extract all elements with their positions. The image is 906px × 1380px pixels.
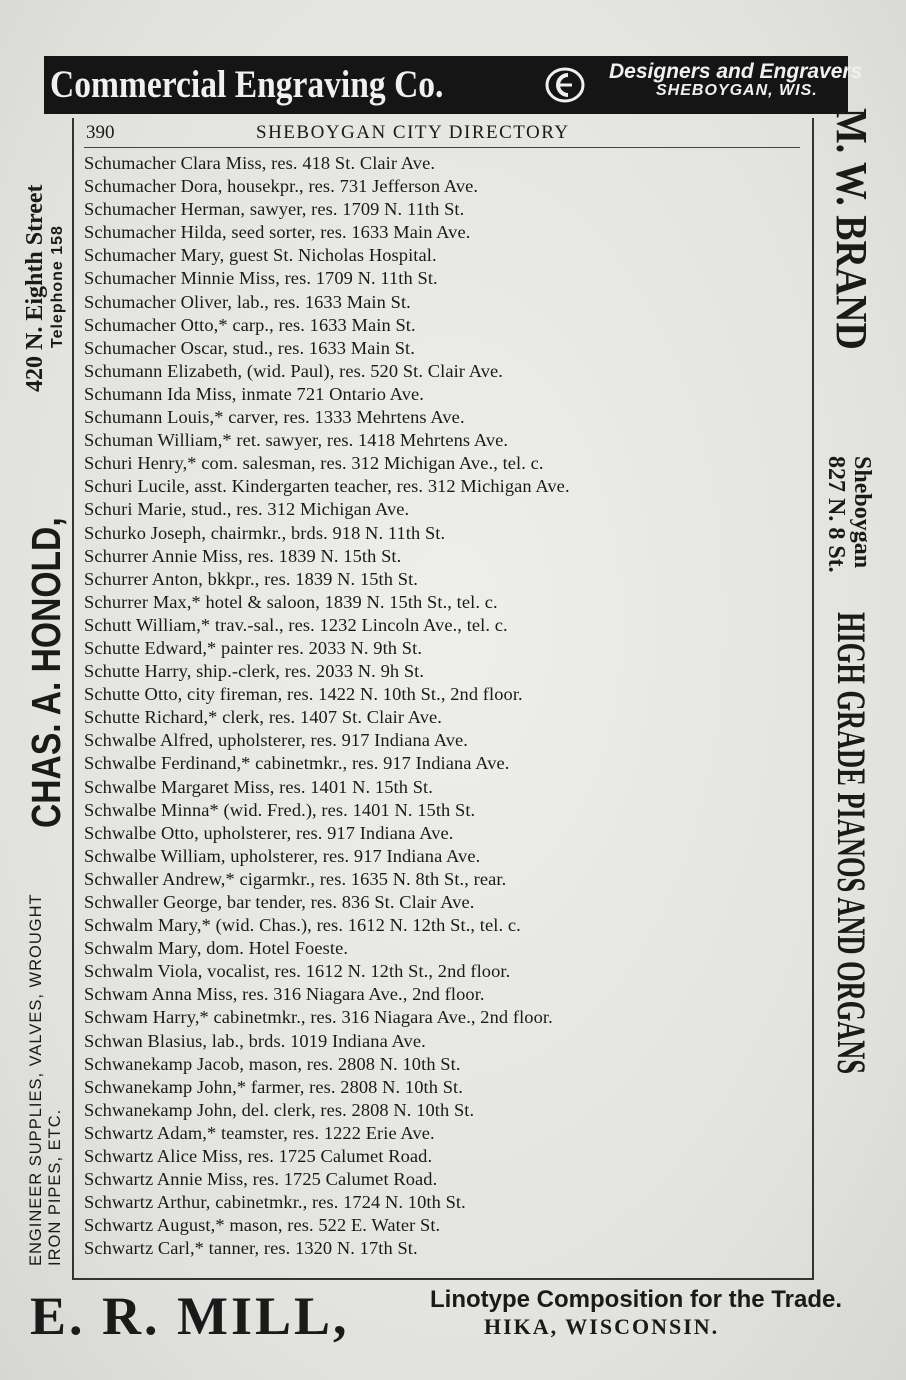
list-item: Schumacher Minnie Miss, res. 1709 N. 11th St. — [84, 268, 438, 289]
list-item: Schumacher Oscar, stud., res. 1633 Main St. — [84, 337, 415, 358]
list-item: Schwalbe Otto, upholsterer, res. 917 Indiana Ave. — [84, 822, 454, 843]
list-item: Schwanekamp John,* farmer, res. 2808 N. 10th St. — [84, 1076, 463, 1097]
bottom-ad-business-name: E. R. MILL, — [30, 1286, 350, 1346]
list-item: Schwartz Adam,* teamster, res. 1222 Erie Ave. — [84, 1122, 435, 1143]
list-item: Schwalm Mary,* (wid. Chas.), res. 1612 N. 12th St., tel. c. — [84, 915, 521, 936]
list-item: Schumacher Clara Miss, res. 418 St. Clair Ave. — [84, 153, 436, 173]
list-item: Schutt William,* trav.-sal., res. 1232 Lincoln Ave., tel. c. — [84, 614, 508, 635]
list-item: Schumacher Hilda, seed sorter, res. 1633 Main Ave. — [84, 222, 471, 243]
list-item: Schuri Lucile, asst. Kindergarten teacher, res. 312 Michigan Ave. — [84, 476, 570, 497]
list-item: Schwartz Carl,* tanner, res. 1320 N. 17th St. — [84, 1238, 418, 1259]
list-item: Schwanekamp John, del. clerk, res. 2808 N. 10th St. — [84, 1099, 475, 1120]
bottom-ad-service-line: Linotype Composition for the Trade. — [430, 1286, 843, 1313]
banner-location: SHEBOYGAN, WIS. — [656, 82, 818, 99]
banner-company-name: Commercial Engraving Co. — [50, 63, 444, 106]
list-item: Schurko Joseph, chairmkr., brds. 918 N. 11th St. — [84, 522, 446, 543]
list-item: Schuman William,* ret. sawyer, res. 1418 Mehrtens Ave. — [84, 430, 509, 451]
list-item: Schumacher Otto,* carp., res. 1633 Main St. — [84, 314, 416, 335]
right-ad-slogan: HIGH GRADE PIANOS AND ORGANS — [829, 612, 874, 1075]
list-item: Schutte Harry, ship.-clerk, res. 2033 N. 9h St. — [84, 661, 425, 682]
list-item: Schwartz Alice Miss, res. 1725 Calumet Road. — [84, 1146, 433, 1167]
list-item: Schumann Ida Miss, inmate 721 Ontario Ave. — [84, 383, 424, 404]
list-item: Schwalbe William, upholsterer, res. 917 Indiana Ave. — [84, 845, 481, 866]
left-ad-supplies-line: ENGINEER SUPPLIES, VALVES, WROUGHT — [27, 893, 45, 1266]
right-vertical-advertisement — [814, 108, 880, 1278]
list-item: Schurrer Annie Miss, res. 1839 N. 15th St. — [84, 545, 402, 566]
list-item: Schuri Henry,* com. salesman, res. 312 Michigan Ave., tel. c. — [84, 453, 544, 474]
list-item: Schuri Marie, stud., res. 312 Michigan Ave. — [84, 499, 410, 520]
list-item: Schwaller Andrew,* cigarmkr., res. 1635 N. 8th St., rear. — [84, 868, 507, 889]
list-item: Schutte Edward,* painter res. 2033 N. 9th St. — [84, 637, 423, 658]
list-item: Schurrer Anton, bkkpr., res. 1839 N. 15th St. — [84, 568, 418, 589]
right-ad-city: Sheboygan — [849, 456, 875, 569]
left-ad-telephone: Telephone 158 — [49, 225, 66, 348]
left-ad-business-name: CHAS. A. HONOLD, — [23, 517, 69, 828]
list-item: Schwan Blasius, lab., brds. 1019 Indiana Ave. — [84, 1030, 426, 1051]
top-advertisement-banner — [44, 56, 863, 114]
list-item: Schumann Louis,* carver, res. 1333 Mehrtens Ave. — [84, 407, 465, 428]
list-item: Schwalm Mary, dom. Hotel Foeste. — [84, 938, 349, 959]
list-item: Schwalbe Margaret Miss, res. 1401 N. 15th St. — [84, 776, 433, 797]
list-item: Schumacher Mary, guest St. Nicholas Hospital. — [84, 245, 437, 266]
left-vertical-advertisement — [20, 120, 72, 1280]
list-item: Schwartz Arthur, cabinetmkr., res. 1724 N. 10th St. — [84, 1192, 466, 1213]
directory-entries — [84, 152, 804, 1261]
page-header — [84, 119, 800, 148]
list-item: Schurrer Max,* hotel & saloon, 1839 N. 15th St., tel. c. — [84, 591, 498, 612]
page-title: SHEBOYGAN CITY DIRECTORY — [256, 122, 570, 143]
list-item: Schwalbe Ferdinand,* cabinetmkr., res. 917 Indiana Ave. — [84, 753, 510, 774]
right-ad-business-name: M. W. BRAND — [827, 108, 876, 350]
list-item: Schwam Harry,* cabinetmkr., res. 316 Niagara Ave., 2nd floor. — [84, 1007, 553, 1028]
left-ad-address: 420 N. Eighth Street — [22, 184, 48, 392]
page-number: 390 — [86, 122, 115, 143]
list-item: Schutte Richard,* clerk, res. 1407 St. Clair Ave. — [84, 707, 442, 728]
list-item: Schwaller George, bar tender, res. 836 St. Clair Ave. — [84, 892, 475, 912]
list-item: Schwartz August,* mason, res. 522 E. Water St. — [84, 1215, 441, 1236]
list-item: Schwam Anna Miss, res. 316 Niagara Ave., 2nd floor. — [84, 984, 485, 1005]
list-item: Schwalm Viola, vocalist, res. 1612 N. 12th St., 2nd floor. — [84, 961, 511, 982]
list-item: Schwalbe Alfred, upholsterer, res. 917 Indiana Ave. — [84, 730, 468, 751]
list-item: Schwanekamp Jacob, mason, res. 2808 N. 10th St. — [84, 1053, 461, 1074]
list-item: Schumann Elizabeth, (wid. Paul), res. 520 St. Clair Ave. — [84, 360, 503, 381]
list-item: Schutte Otto, city fireman, res. 1422 N. 10th St., 2nd floor. — [84, 684, 523, 705]
banner-tagline: Designers and Engravers — [609, 60, 863, 83]
left-ad-pipes-line: IRON PIPES, ETC. — [46, 1108, 64, 1266]
right-ad-address: 827 N. 8 St. — [823, 456, 849, 573]
list-item: Schwartz Annie Miss, res. 1725 Calumet Road. — [84, 1169, 438, 1190]
engraving-logo-icon — [544, 66, 586, 104]
list-item: Schumacher Oliver, lab., res. 1633 Main St. — [84, 291, 411, 312]
list-item: Schwalbe Minna* (wid. Fred.), res. 1401 N. 15th St. — [84, 799, 476, 820]
list-item: Schumacher Dora, housekpr., res. 731 Jefferson Ave. — [84, 176, 479, 197]
bottom-advertisement — [0, 1282, 906, 1352]
list-item: Schumacher Herman, sawyer, res. 1709 N. 11th St. — [84, 199, 465, 220]
bottom-ad-location-line: HIKA, WISCONSIN. — [484, 1314, 720, 1339]
